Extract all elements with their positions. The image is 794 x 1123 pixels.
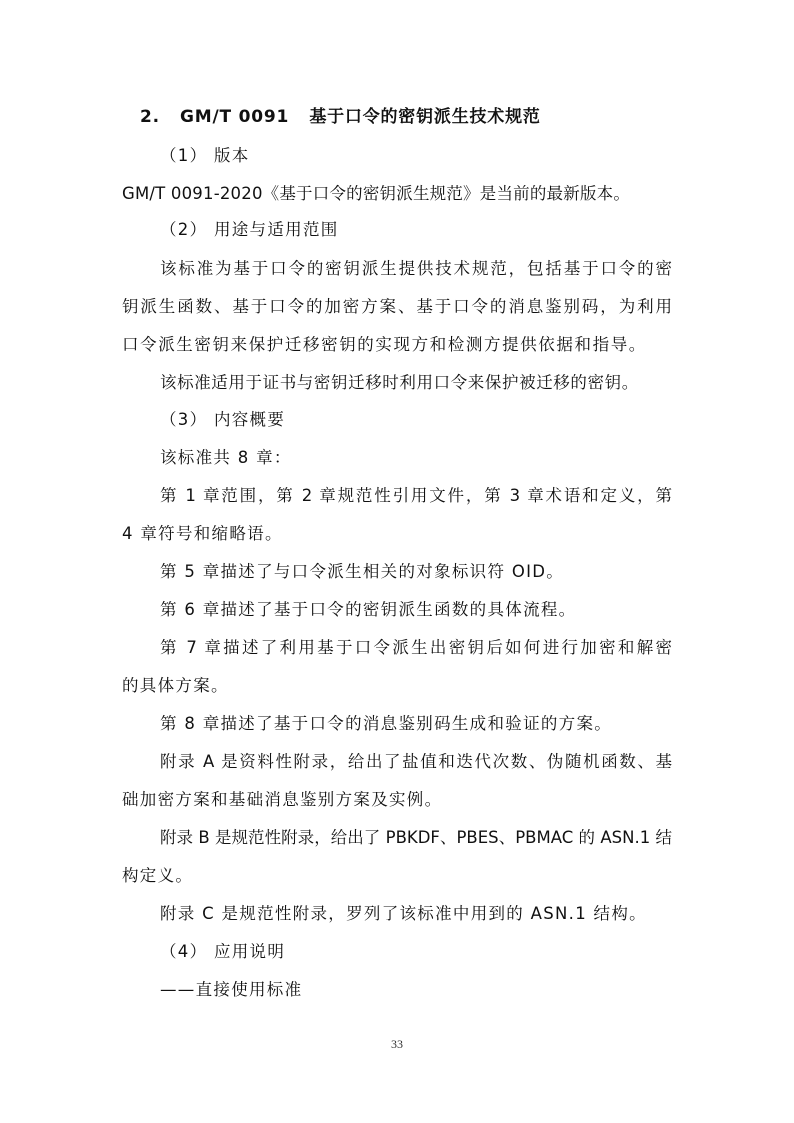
purpose-paragraph-line: 口令派生密钥来保护迁移密钥的实现方和检测方提供依据和指导。 <box>122 335 647 354</box>
appendix-c-text: 附录 C 是规范性附录，罗列了该标准中用到的 ASN.1 结构。 <box>160 904 647 923</box>
chapter-7-line: 的具体方案。 <box>122 676 229 695</box>
usage-heading: （4） 应用说明 <box>160 942 286 961</box>
chapter-7-line: 第 7 章描述了利用基于口令派生出密钥后如何进行加密和解密 <box>160 638 672 657</box>
purpose-heading: （2） 用途与适用范围 <box>160 220 339 239</box>
purpose-scope-text: 该标准适用于证书与密钥迁移时利用口令来保护被迁移的密钥。 <box>160 373 639 392</box>
purpose-paragraph-line: 该标准为基于口令的密钥派生提供技术规范，包括基于口令的密 <box>160 259 672 278</box>
version-text: GM/T 0091-2020《基于口令的密钥派生规范》是当前的最新版本。 <box>122 184 631 203</box>
version-heading: （1） 版本 <box>160 146 250 165</box>
overview-heading: （3） 内容概要 <box>160 410 286 429</box>
heading-code: GM/T 0091 <box>180 107 290 127</box>
appendix-b-line: 构定义。 <box>122 866 194 885</box>
page-number: 33 <box>391 1037 403 1051</box>
heading-title: 基于口令的密钥派生技术规范 <box>309 107 541 127</box>
purpose-paragraph-line: 钥派生函数、基于口令的加密方案、基于口令的消息鉴别码，为利用 <box>122 297 672 316</box>
section-heading <box>140 105 541 129</box>
chapter-5-text: 第 5 章描述了与口令派生相关的对象标识符 OID。 <box>160 562 565 581</box>
overview-intro: 该标准共 8 章： <box>160 448 292 467</box>
heading-number: 2. <box>140 107 160 127</box>
chapters-line: 第 1 章范围，第 2 章规范性引用文件，第 3 章术语和定义，第 <box>160 486 672 505</box>
chapters-line: 4 章符号和缩略语。 <box>122 524 283 543</box>
usage-text: ——直接使用标准 <box>160 980 303 999</box>
appendix-a-line: 附录 A 是资料性附录，给出了盐值和迭代次数、伪随机函数、基 <box>160 752 672 771</box>
chapter-8-text: 第 8 章描述了基于口令的消息鉴别码生成和验证的方案。 <box>160 714 613 733</box>
appendix-a-line: 础加密方案和基础消息鉴别方案及实例。 <box>122 790 443 809</box>
chapter-6-text: 第 6 章描述了基于口令的密钥派生函数的具体流程。 <box>160 600 577 619</box>
appendix-b-line: 附录 B 是规范性附录，给出了 PBKDF、PBES、PBMAC 的 ASN.1 结 <box>160 828 672 847</box>
